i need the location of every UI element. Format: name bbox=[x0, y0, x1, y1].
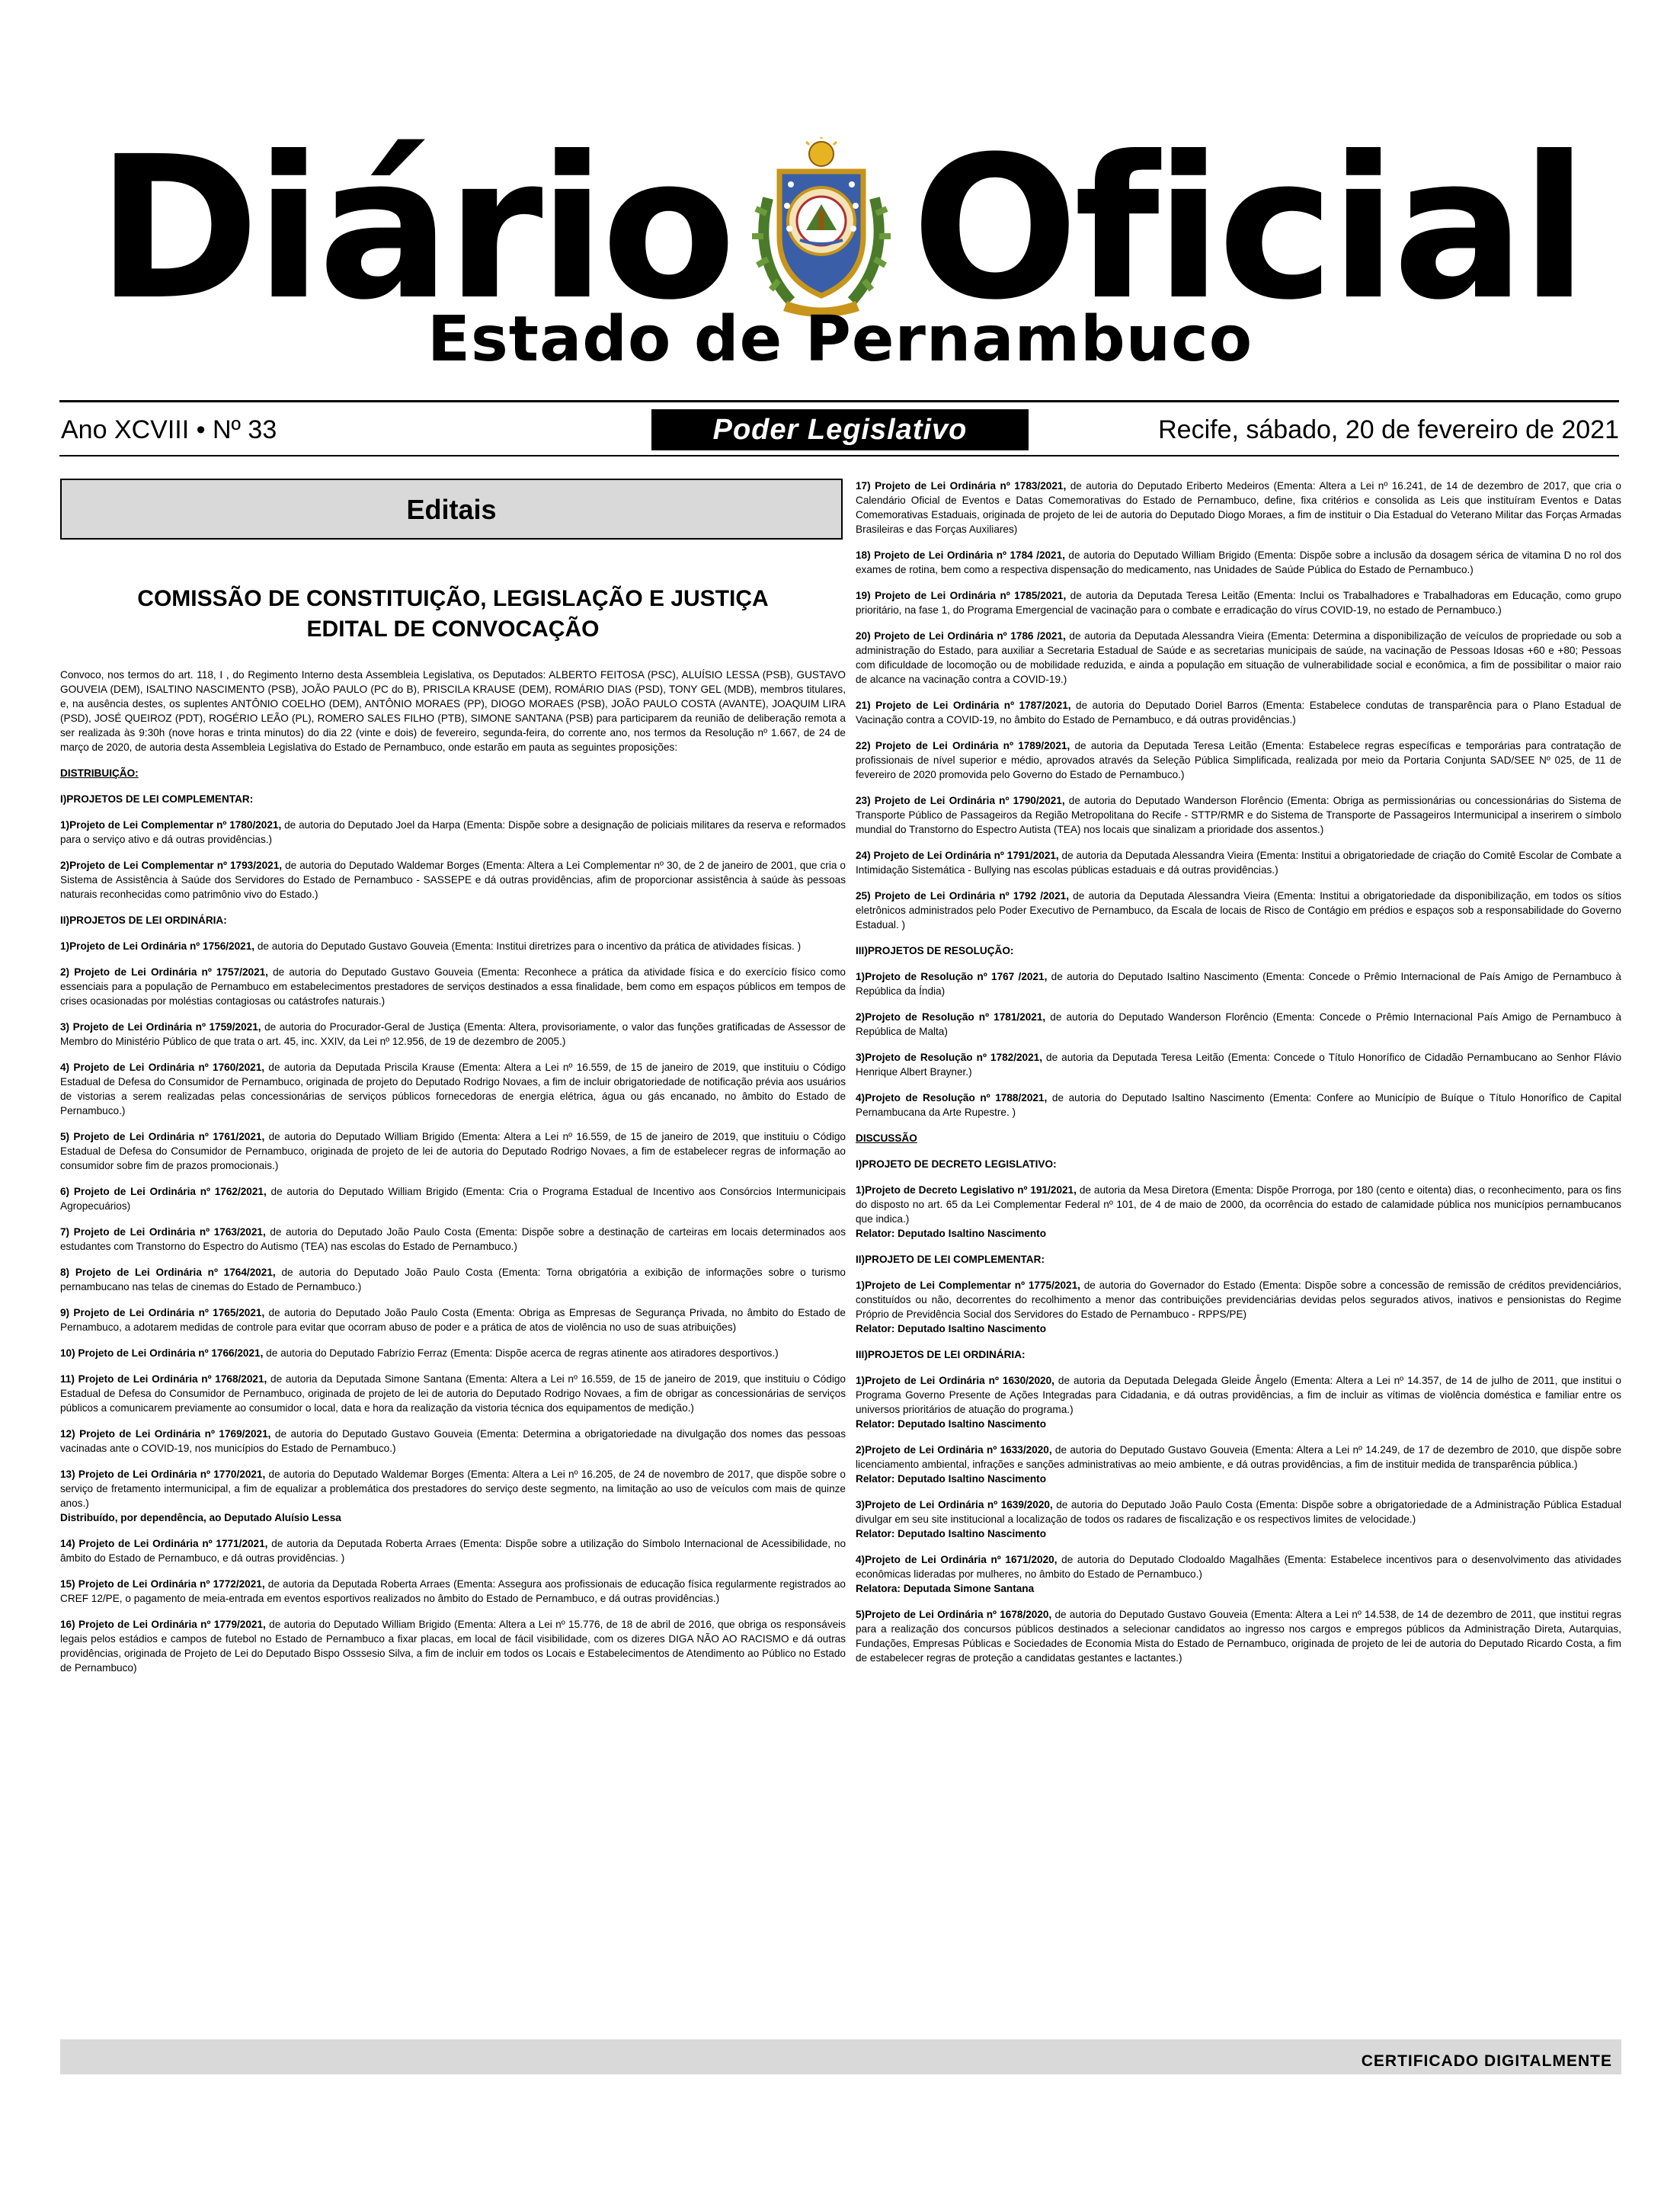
list-item: 2)Projeto de Lei Complementar nº 1793/2021, de autoria do Deputado Waldemar Borges (Ementa: Altera a Lei Complementar nº 30, de 2 de janeiro de 2001, que cria o Sistema de Assistência à Saúde dos Servidores do Estado de Pernambuco - SASSEPE e dá outras providências, afim de proporcionar assistência à saúde às pessoas naturais reconhecidas como patrimônio vivo do Estado.) bbox=[60, 860, 846, 900]
distribuicao-heading: DISTRIBUIÇÃO: bbox=[60, 767, 139, 779]
list-item: 8) Projeto de Lei Ordinária nº 1764/2021, de autoria do Deputado João Paulo Costa (Ementa: Torna obrigatória a exibição de informações sobre o turismo pernambucano nas telas de cinemas do Estado de Pernambuco.) bbox=[60, 1267, 846, 1292]
list-item: 2) Projeto de Lei Ordinária nº 1757/2021, de autoria do Deputado Gustavo Gouveia (Ementa: Reconhece a prática da atividade física e do exercício físico como essenciais para a população de Pernambuco em estabelecimentos prestadores de serviços destinados a essa finalidade, bem como em espaços públicos em tempos de crises ocasionadas por moléstias contagiosas ou catástrofes naturais.) bbox=[60, 966, 846, 1007]
relator: Relator: Deputado Isaltino Nascimento bbox=[856, 1323, 1047, 1334]
dist-lo-heading: II)PROJETOS DE LEI ORDINÁRIA: bbox=[60, 915, 227, 926]
list-item: 12) Projeto de Lei Ordinária nº 1769/2021, de autoria do Deputado Gustavo Gouveia (Ementa: Determina a obrigatoriedade na divulgação dos nomes das pessoas vacinadas ante o COVID-19, nos municípios do Estado de Pernambuco.) bbox=[60, 1428, 846, 1454]
disc-pdl-heading: I)PROJETO DE DECRETO LEGISLATIVO: bbox=[856, 1158, 1057, 1170]
list-item: 16) Projeto de Lei Ordinária nº 1779/2021, de autoria do Deputado William Brigido (Ementa: Altera a Lei nº 15.776, de 18 de abril de 2016, que obriga os responsáveis legais pelos estádios e campos de futebol no Estado de Pernambuco a fixar placas, em local de fácil visibilidade, com os dizeres DIGA NÃO AO RACISMO e dá outras providências, originada de Projeto de Lei do Deputado Bispo Osssesio Silva, a fim de incluir em todos os Locais e Estabelecimentos de Atendimento ao Público no Estado de Pernambuco) bbox=[60, 1619, 846, 1674]
list-item: 2)Projeto de Resolução nº 1781/2021, de autoria do Deputado Wanderson Florêncio (Ementa: Concede o Prêmio Internacional País Amigo de Pernambuco à República de Malta) bbox=[856, 1011, 1622, 1037]
list-item: 2)Projeto de Lei Ordinária nº 1633/2020, de autoria do Deputado Gustavo Gouveia (Ementa: Altera a Lei nº 14.249, de 17 de dezembro de 2010, que dispõe sobre licenciamento ambiental, infrações e sanções administrativas ao meio ambiente, e dá outras providências, a fim de instituir medida de transparência pública.) Relator: Deputado Isaltino Nascimento bbox=[856, 1444, 1622, 1485]
list-item: 5) Projeto de Lei Ordinária nº 1761/2021, de autoria do Deputado William Brigido (Ementa: Altera a Lei nº 16.559, de 15 de janeiro de 2019, que instituiu o Código Estadual de Defesa do Consumidor de Pernambuco, originada de projeto de lei de autoria do Deputado Rodrigo Novaes, a fim de estabelecer regras de informação ao consumidor sobre fim de prazos promocionais.) bbox=[60, 1131, 846, 1171]
distribution-note: Distribuído, por dependência, ao Deputado Aluísio Lessa bbox=[60, 1512, 341, 1523]
list-item: 3) Projeto de Lei Ordinária nº 1759/2021, de autoria do Procurador-Geral de Justiça (Ementa: Altera, provisoriamente, o valor das funções gratificadas de Assessor de Membro do Ministério Público de que trata o art. 45, inc. XXIV, da Lei nº 12.956, de 19 de dezembro de 2005.) bbox=[60, 1021, 846, 1047]
edital-title bbox=[60, 584, 846, 645]
footer-certified: CERTIFICADO DIGITALMENTE bbox=[60, 2039, 1621, 2074]
section-header: Editais bbox=[60, 479, 843, 540]
section-badge: Poder Legislativo bbox=[651, 409, 1029, 450]
edital-title-line1: COMISSÃO DE CONSTITUIÇÃO, LEGISLAÇÃO E JUSTIÇA bbox=[137, 586, 769, 611]
relator: Relator: Deputado Isaltino Nascimento bbox=[856, 1228, 1047, 1239]
list-item: 13) Projeto de Lei Ordinária nº 1770/2021, de autoria do Deputado Waldemar Borges (Ementa: Altera a Lei nº 16.205, de 24 de novembro de 2017, que dispõe sobre o serviço de fretamento intermunicipal, a fim de equalizar a problemática dos prestadores do serviço deste segmento, na limitação ao uso de veículos com mais de quinze anos.) Distribuído, por dependência, ao Deputado Aluísio Lessa bbox=[60, 1469, 846, 1523]
edital-title-line2: EDITAL DE CONVOCAÇÃO bbox=[306, 617, 600, 642]
disc-lo-heading: III)PROJETOS DE LEI ORDINÁRIA: bbox=[856, 1349, 1026, 1360]
masthead-rule-bottom bbox=[59, 455, 1619, 456]
list-item: 7) Projeto de Lei Ordinária nº 1763/2021, de autoria do Deputado João Paulo Costa (Ementa: Dispõe sobre a destinação de carteiras em locais determinados aos estudantes com Transtorno do Espectro do Autismo (TEA) nas escolas do Estado de Pernambuco.) bbox=[60, 1226, 846, 1252]
list-item: 19) Projeto de Lei Ordinária nº 1785/2021, de autoria da Deputada Teresa Leitão (Ementa: Inclui os Trabalhadores e Trabalhadoras em Educação, como grupo prioritário, na fase 1, do Programa Emergencial de vacinação para o combate e erradicação do vírus COVID-19, no estado de Pernambuco.) bbox=[856, 590, 1621, 616]
coat-of-arms-icon bbox=[745, 137, 898, 320]
relator: Relator: Deputado Isaltino Nascimento bbox=[856, 1528, 1047, 1539]
list-item: 1)Projeto de Decreto Legislativo nº 191/2021, de autoria da Mesa Diretora (Ementa: Dispõe Prorroga, por 180 (cento e oitenta) dias, o reconhecimento, para os fins do disposto no art. 65 da Lei Complementar Federal nº 101, de 4 de maio de 2000, da ocorrência do estado de calamidade pública nos municípios pernambucanos que indica.) Relator: Deputado Isaltino Nascimento bbox=[856, 1184, 1621, 1239]
list-item: 18) Projeto de Lei Ordinária nº 1784 /2021, de autoria do Deputado William Brigido (Ementa: Dispõe sobre a inclusão da dosagem sérica de vitamina D no rol dos exames de rotina, bem como a respectiva dispensação do medicamento, nas Unidades de Saúde Pública do Estado de Pernambuco.) bbox=[856, 549, 1621, 575]
list-item: 17) Projeto de Lei Ordinária nº 1783/2021, de autoria do Deputado Eriberto Medeiros (Ementa: Altera a Lei nº 16.241, de 14 de dezembro de 2017, que cria o Calendário Oficial de Eventos e Datas Comemorativas do Estado de Pernambuco, define, fixa critérios e consolida as Leis que instituíram Eventos e Datas Comemorativas Estaduais, originada de projeto de lei de autoria do Deputado Diogo Moraes, a fim de instituir o Dia Estadual do Veterano Militar das Forças Armadas Brasileiras e das Forças Auxiliares) bbox=[856, 480, 1621, 535]
list-item: 14) Projeto de Lei Ordinária nº 1771/2021, de autoria da Deputada Roberta Arraes (Ementa: Dispõe sobre a utilização do Símbolo Internacional de Acessibilidade, no âmbito do Estado de Pernambuco, e dá outras providências. ) bbox=[60, 1538, 846, 1564]
list-item: 1)Projeto de Resolução nº 1767 /2021, de autoria do Deputado Isaltino Nascimento (Ementa: Concede o Prêmio Internacional de País Amigo de Pernambuco à República da Índia) bbox=[856, 971, 1621, 997]
issue-date: Recife, sábado, 20 de fevereiro de 2021 bbox=[1158, 415, 1619, 444]
title-diario: Diário bbox=[96, 114, 732, 343]
list-item: 20) Projeto de Lei Ordinária nº 1786 /2021, de autoria da Deputada Alessandra Vieira (Ementa: Determina a disponibilização de veículos de propriedade ou sob a administração do Estado, para auxiliar a Secretaria Estadual de Saúde e as secretarias municipais de saúde, na vacinação de Pessoas Idosas +60 e +80; Pessoas com dificuldade de locomoção ou de mobilidade reduzida, e ainda a população em situação de vulnerabilidade social e econômica, a fim de possibilitar o maior raio de alcance na vacinação contra a COVID-19.) bbox=[856, 630, 1622, 685]
discussao-heading: DISCUSSÃO bbox=[856, 1132, 917, 1144]
masthead-subtitle: Estado de Pernambuco bbox=[427, 303, 1253, 376]
list-item: 4)Projeto de Lei Ordinária nº 1671/2020, de autoria do Deputado Clodoaldo Magalhães (Ementa: Estabelece incentivos para o desenvolvimento das atividades econômicas lideradas por mulheres, no âmbito do Estado de Pernambuco.) Relatora: Deputada Simone Santana bbox=[856, 1554, 1622, 1594]
right-column bbox=[856, 479, 1621, 1677]
list-item: 21) Projeto de Lei Ordinária nº 1787/2021, de autoria do Deputado Doriel Barros (Ementa: Estabelece condutas de transparência para o Plano Estadual de Vacinação contra a COVID-19, no âmbito do Estado de Pernambuco, e dá outras providências.) bbox=[856, 700, 1621, 726]
list-item: 1)Projeto de Lei Ordinária nº 1630/2020, de autoria da Deputada Delegada Gleide Ângelo (Ementa: Altera a Lei nº 14.357, de 14 de julho de 2011, que institui o Programa Governo Presente de Ações Integradas para Cidadania, e dá outras providências, a fim de incluir as vítimas de violência doméstica e familiar entre os universos prioritários de atuação do programa.) Relator: Deputado Isaltino Nascimento bbox=[856, 1375, 1621, 1430]
list-item: 22) Projeto de Lei Ordinária nº 1789/2021, de autoria da Deputada Teresa Leitão (Ementa: Estabelece regras específicas e temporárias para contratação de profissionais de nível superior e médio, aprovados através da Seleção Pública Simplificada, realizada por meio da Portaria Conjunta SAD/SEE Nº 025, de 11 de fevereiro de 2020 promovida pelo Governo do Estado de Pernambuco.) bbox=[856, 740, 1621, 780]
list-item: 5)Projeto de Lei Ordinária nº 1678/2020, de autoria do Deputado Gustavo Gouveia (Ementa: Altera a Lei nº 14.538, de 14 de dezembro de 2011, que institui regras para a realização dos concursos públicos destinados a selecionar candidatos ao ingresso nos cargos e empregos públicos da Administração Direta, Autarquias, Fundações, Empresas Públicas e Sociedades de Economia Mista do Estado de Pernambuco, originada de projeto de lei de autoria do Deputado Ricardo Costa, a fim de estabelecer regras de proteção a candidatas gestantes e lactantes.) bbox=[856, 1609, 1621, 1664]
list-item: 10) Projeto de Lei Ordinária nº 1766/2021, de autoria do Deputado Fabrízio Ferraz (Ementa: Dispõe acerca de regras atinente aos atiradores desportivos.) bbox=[60, 1347, 779, 1359]
disc-lc-heading: II)PROJETO DE LEI COMPLEMENTAR: bbox=[856, 1254, 1045, 1265]
list-item: 24) Projeto de Lei Ordinária nº 1791/2021, de autoria da Deputada Alessandra Vieira (Ementa: Institui a obrigatoriedade de criação do Comitê Escolar de Combate a Intimidação Sistemática - Bullying nas escolas públicas estaduais e dá outras providências.) bbox=[856, 850, 1621, 876]
dist-lc-heading: I)PROJETOS DE LEI COMPLEMENTAR: bbox=[60, 793, 254, 805]
list-item: 11) Projeto de Lei Ordinária nº 1768/2021, de autoria da Deputada Simone Santana (Ementa: Altera a Lei nº 16.559, de 15 de janeiro de 2019, que instituiu o Código Estadual de Defesa do Consumidor de Pernambuco, originada de projeto de lei de autoria do Deputado Rodrigo Novaes, a fim de obrigar as concessionárias de serviços públicos a comunicarem previamente ao consumidor o local, data e hora da realização da vistoria técnica dos equipamentos de medição.) bbox=[60, 1373, 846, 1414]
edition-number: Ano XCVIII • Nº 33 bbox=[61, 415, 277, 444]
list-item: 1)Projeto de Lei Ordinária nº 1756/2021, de autoria do Deputado Gustavo Gouveia (Ementa: Institui diretrizes para o incentivo da prática de atividades físicas. ) bbox=[60, 940, 802, 952]
list-item: 15) Projeto de Lei Ordinária nº 1772/2021, de autoria da Deputada Roberta Arraes (Ementa: Assegura aos profissionais de educação física regularmente registrados ao CREF 12/PE, o pagamento de meia-entrada em eventos esportivos realizados no âmbito do Estado de Pernambuco, e dá outras providências.) bbox=[60, 1578, 846, 1604]
edital-intro: Convoco, nos termos do art. 118, I , do Regimento Interno desta Assembleia Legislativa, os Deputados: ALBERTO FEITOSA (PSC), ALUÍSIO LESSA (PSB), GUSTAVO GOUVEIA (DEM), ISALTINO NASCIMENTO (PSB), JOÃO PAULO (PC do B), PRISCILA KRAUSE (DEM), ROMÁRIO DIAS (PSD), TONY GEL (MDB), membros titulares, e, na ausência destes, os suplentes ANTÔNIO COELHO (DEM), ANTÔNIO MORAES (PP), DIOGO MORAES (PSB), JOÃO PAULO COSTA (AVANTE), JOAQUIM LIRA (PSD), JOSÉ QUEIROZ (PDT), ROGÉRIO LEÃO (PL), ROMERO SALES FILHO (PTB), SIMONE SANTANA (PSB) para participarem da reunião de deliberação remota a ser realizada às 9:30h (nove horas e trinta minutos) do dia 22 (vinte e dois) de fevereiro, segunda-feira, do corrente ano, nos termos da Resolução nº 1.667, de 24 de março de 2020, de autoria desta Assembleia Legislativa do Estado de Pernambuco, onde estarão em pauta as seguintes proposições: bbox=[60, 669, 846, 753]
list-item: 25) Projeto de Lei Ordinária nº 1792 /2021, de autoria da Deputada Alessandra Vieira (Ementa: Institui a obrigatoriedade da disponibilização, em todos os sítios eletrônicos administrados pelo Poder Executivo de Pernambuco, da Escala de locais de Risco de Contágio em prédios e espaços sob a responsabilidade do Governo Estadual. ) bbox=[856, 890, 1621, 931]
list-item: 23) Projeto de Lei Ordinária nº 1790/2021, de autoria do Deputado Wanderson Florêncio (Ementa: Obriga as permissionárias ou concessionárias do Sistema de Transporte Público de Passageiros da Região Metropolitana do Recife - STTP/RMR e do Sistema de Transporte de Passageiros Intermunicipal a inserirem o símbolo mundial do Transtorno do Espectro Autista (TEA) nos locais que sinalizam a prioridade dos assentos.) bbox=[856, 795, 1621, 835]
list-item: 1)Projeto de Lei Complementar nº 1780/2021, de autoria do Deputado Joel da Harpa (Ementa: Dispõe sobre a designação de policiais militares da reserva e reformados para o serviço ativo e dá outras providências.) bbox=[60, 819, 846, 845]
left-column bbox=[60, 479, 846, 1686]
relator: Relator: Deputado Isaltino Nascimento bbox=[856, 1473, 1047, 1485]
title-oficial: Oficial bbox=[911, 114, 1584, 343]
list-item: 3)Projeto de Resolução nº 1782/2021, de autoria da Deputada Teresa Leitão (Ementa: Concede o Título Honorífico de Cidadão Pernambucano ao Senhor Flávio Henrique Albert Brayner.) bbox=[856, 1052, 1621, 1078]
list-item: 3)Projeto de Lei Ordinária nº 1639/2020, de autoria do Deputado João Paulo Costa (Ementa: Dispõe sobre a obrigatoriedade de a Administração Pública Estadual divulgar em seu site institucional a localização de todos os radares de fiscalização e os respectivos limites de velocidade.) Relator: Deputado Isaltino Nascimento bbox=[856, 1499, 1621, 1539]
list-item: 6) Projeto de Lei Ordinária nº 1762/2021, de autoria do Deputado William Brigido (Ementa: Cria o Programa Estadual de Incentivo aos Consórcios Intermunicipais Agropecuários) bbox=[60, 1186, 846, 1212]
relator: Relator: Deputado Isaltino Nascimento bbox=[856, 1418, 1047, 1430]
list-item: 4) Projeto de Lei Ordinária nº 1760/2021, de autoria da Deputada Priscila Krause (Ementa: Altera a Lei nº 16.559, de 15 de janeiro de 2019, que instituiu o Código Estadual de Defesa do Consumidor de Pernambuco, originada de projeto do Deputado Rodrigo Novaes, a fim de incluir obrigatoriedade de notificação prévia aos usuários de vistorias a serem realizadas pelas concessionárias de serviços públicos fornecedoras de energia elétrica, água ou gás encanado, no âmbito do Estado de Pernambuco.) bbox=[60, 1062, 846, 1116]
dist-res-heading: III)PROJETOS DE RESOLUÇÃO: bbox=[856, 945, 1014, 956]
masthead-rule-top bbox=[59, 400, 1619, 402]
list-item: 4)Projeto de Resolução nº 1788/2021, de autoria do Deputado Isaltino Nascimento (Ementa: Confere ao Município de Buíque o Título Honorífico de Capital Pernambucana da Arte Rupestre. ) bbox=[856, 1092, 1622, 1118]
relator: Relatora: Deputada Simone Santana bbox=[856, 1583, 1035, 1594]
list-item: 1)Projeto de Lei Complementar nº 1775/2021, de autoria do Governador do Estado (Ementa: Dispõe sobre a concessão de remissão de créditos previdenciários, constituídos ou não, decorrentes do recolhimento a menor das contribuições previdenciárias devidas pelos segurados ativos, inativos e pensionistas do Regime Próprio de Previdência Social dos Servidores do Estado de Pernambuco - RPPS/PE) Relator: Deputado Isaltino Nascimento bbox=[856, 1280, 1621, 1334]
list-item: 9) Projeto de Lei Ordinária nº 1765/2021, de autoria do Deputado João Paulo Costa (Ementa: Obriga as Empresas de Segurança Privada, no âmbito do Estado de Pernambuco, a adotarem medidas de controle para evitar que ocorram abuso de poder e a prática de atos de violência no uso de suas atribuições) bbox=[60, 1307, 846, 1333]
